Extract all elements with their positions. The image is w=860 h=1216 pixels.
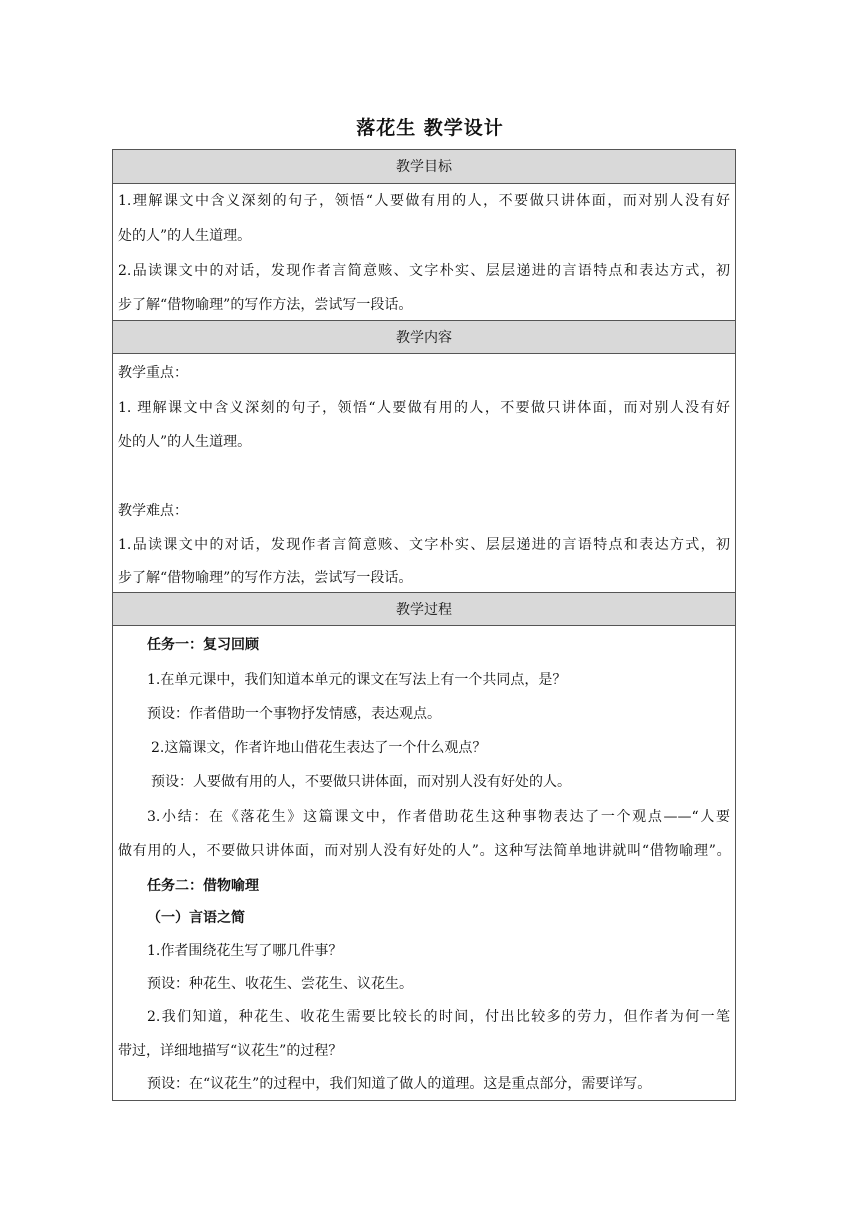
task2-line-5: 预设：在“议花生”的过程中，我们知道了做人的道理。这是重点部分，需要详写。 <box>147 1076 652 1092</box>
task2-line-1: 1.作者围绕花生写了哪几件事？ <box>147 943 343 959</box>
task2-line-2: 预设：种花生、收花生、尝花生、议花生。 <box>147 976 413 992</box>
difficulty-line-2: 步了解“借物喻理”的写作方法，尝试写一段话。 <box>118 570 413 586</box>
subsection-language-title: （一）言语之简 <box>147 910 245 926</box>
task1-line-3: 2.这篇课文，作者许地山借花生表达了一个什么观点？ <box>151 740 487 756</box>
key-points-line-2: 处的人”的人生道理。 <box>118 434 252 450</box>
task1-line-4: 预设：人要做有用的人，不要做只讲体面，而对别人没有好处的人。 <box>151 774 571 790</box>
difficulty-label: 教学难点： <box>118 503 188 519</box>
task1-line-6: 做有用的人，不要做只讲体面，而对别人没有好处的人”。这种写法简单地讲就叫“借物喻理”。 <box>118 843 730 859</box>
section-header-process: 教学过程 <box>113 592 735 626</box>
key-points-label: 教学重点： <box>118 365 188 381</box>
goals-line-2: 处的人”的人生道理。 <box>118 228 252 244</box>
task1-line-1: 1.在单元课中，我们知道本单元的课文在写法上有一个共同点，是？ <box>147 672 567 688</box>
difficulty-line-1: 1.品读课文中的对话，发现作者言简意赅、文字朴实、层层递进的言语特点和表达方式，初 <box>118 537 730 553</box>
goals-line-1: 1.理解课文中含义深刻的句子，领悟“人要做有用的人，不要做只讲体面，而对别人没有好 <box>118 193 730 209</box>
page-title: 落花生 教学设计 <box>356 117 504 139</box>
goals-line-4: 步了解“借物喻理”的写作方法，尝试写一段话。 <box>118 297 413 313</box>
section-header-content: 教学内容 <box>113 320 735 354</box>
task1-line-5: 3.小结：在《落花生》这篇课文中，作者借助花生这种事物表达了一个观点——“人要 <box>147 809 730 825</box>
task2-line-3: 2.我们知道，种花生、收花生需要比较长的时间，付出比较多的劳力，但作者为何一笔 <box>147 1009 730 1025</box>
task1-line-2: 预设：作者借助一个事物抒发情感，表达观点。 <box>147 706 441 722</box>
lesson-plan-table <box>112 149 736 1101</box>
goals-line-3: 2.品读课文中的对话，发现作者言简意赅、文字朴实、层层递进的言语特点和表达方式，初 <box>118 263 730 279</box>
task2-title: 任务二：借物喻理 <box>147 878 259 894</box>
key-points-line-1: 1. 理解课文中含义深刻的句子，领悟“人要做有用的人，不要做只讲体面，而对别人没有好 <box>118 400 730 416</box>
section-header-goals: 教学目标 <box>113 150 735 184</box>
task1-title: 任务一：复习回顾 <box>147 637 259 653</box>
task2-line-4: 带过，详细地描写“议花生”的过程？ <box>118 1043 343 1059</box>
